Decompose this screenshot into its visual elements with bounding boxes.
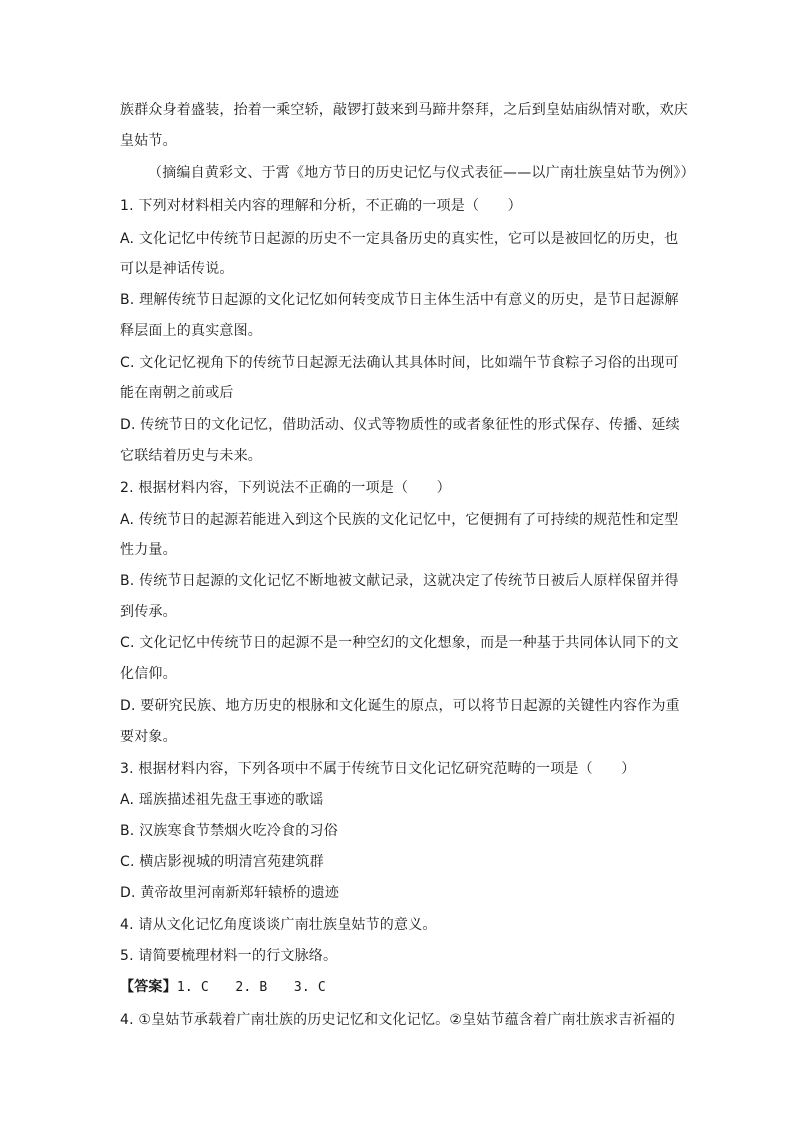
question-2-option-c: C. 文化记忆中传统节日的起源不是一种空幻的文化想象，而是一种基于共同体认同下的文 xyxy=(120,635,679,651)
question-2-option-d-cont: 要对象。 xyxy=(120,729,177,745)
question-2-stem: 2. 根据材料内容，下列说法不正确的一项是（ ） xyxy=(120,480,451,496)
question-1-option-a-cont: 可以是神话传说。 xyxy=(120,261,234,277)
question-5-stem: 5. 请简要梳理材料一的行文脉络。 xyxy=(120,948,338,964)
question-2-option-a-cont: 性力量。 xyxy=(120,542,177,558)
question-3-option-b: B. 汉族寒食节禁烟火吃冷食的习俗 xyxy=(120,823,338,839)
question-2-option-b-cont: 到传承。 xyxy=(120,604,177,620)
question-1-stem: 1. 下列对材料相关内容的理解和分析，不正确的一项是（ ） xyxy=(120,198,522,214)
question-3-option-c: C. 横店影视城的明清宫苑建筑群 xyxy=(120,854,324,870)
answer-line xyxy=(120,977,680,998)
question-1-option-b-cont: 释层面上的真实意图。 xyxy=(120,323,262,339)
answer-text: 1. C 2. B 3. C xyxy=(176,980,326,995)
source-citation: （摘编自黄彩文、于霄《地方节日的历史记忆与仪式表征——以广南壮族皇姑节为例》） xyxy=(148,165,695,181)
question-2-option-d: D. 要研究民族、地方历史的根脉和文化诞生的原点，可以将节日起源的关键性内容作为重 xyxy=(120,698,680,714)
question-1-option-d: D. 传统节日的文化记忆，借助活动、仪式等物质性的或者象征性的形式保存、传播、延续 xyxy=(120,417,680,433)
answer-tag: 【答案】 xyxy=(120,979,177,995)
question-1-option-c-cont: 能在南朝之前或后 xyxy=(120,385,234,401)
question-3-option-a: A. 瑶族描述祖先盘王事迹的歌谣 xyxy=(120,792,324,808)
question-2-option-b: B. 传统节日起源的文化记忆不断地被文献记录，这就决定了传统节日被后人原样保留并得 xyxy=(120,573,679,589)
question-1-option-d-cont: 它联结着历史与未来。 xyxy=(120,448,262,464)
answer-4-text: 4. ①皇姑节承载着广南壮族的历史记忆和文化记忆。②皇姑节蕴含着广南壮族求吉祈福的 xyxy=(120,1012,676,1028)
body-text-line: 族群众身着盛装，抬着一乘空轿，敲锣打鼓来到马蹄井祭拜，之后到皇姑庙纵情对歌，欢庆 xyxy=(120,102,688,118)
question-1-option-b: B. 理解传统节日起源的文化记忆如何转变成节日主体生活中有意义的历史，是节日起源解 xyxy=(120,292,679,308)
question-3-option-d: D. 黄帝故里河南新郑轩辕桥的遗迹 xyxy=(120,885,340,901)
question-3-stem: 3. 根据材料内容，下列各项中不属于传统节日文化记忆研究范畴的一项是（ ） xyxy=(120,761,636,777)
question-1-option-c: C. 文化记忆视角下的传统节日起源无法确认其具体时间，比如端午节食粽子习俗的出现可 xyxy=(120,355,679,371)
question-2-option-a: A. 传统节日的起源若能进入到这个民族的文化记忆中，它便拥有了可持续的规范性和定型 xyxy=(120,512,679,528)
question-2-option-c-cont: 化信仰。 xyxy=(120,666,177,682)
body-text-line: 皇姑节。 xyxy=(120,133,177,149)
question-4-stem: 4. 请从文化记忆角度谈谈广南壮族皇姑节的意义。 xyxy=(120,917,437,933)
question-1-option-a: A. 文化记忆中传统节日起源的历史不一定具备历史的真实性，它可以是被回忆的历史，也 xyxy=(120,231,679,247)
